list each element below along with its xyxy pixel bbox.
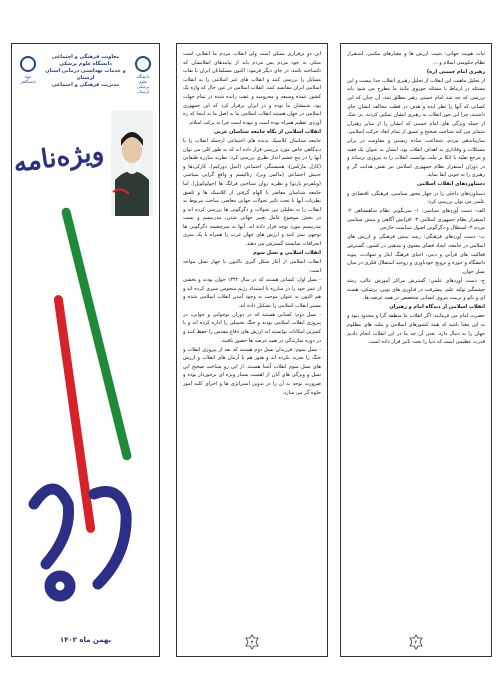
paragraph: انقلاب اسلامی از آغاز شکل گیری تاکنون با چهار نسل مواجه است: — [183, 259, 321, 274]
cover-header — [16, 48, 155, 108]
section-heading: انقلاب اسلامی از نگاه جامعه شناسان غربی — [213, 128, 321, 135]
paragraph: - نسل اول: کسانی هستند که در سال ۱۳۴۲ جوان بودند و بخشی از عمر خود را در مبارزه با استبداد رژیم منحوس سپری کرده اند و هم اکنون به عنوان موجب به وجود آمدن انقلاب اسلامی شده و مسیر انقلاب اسلامی را تشکیل داده اند. — [183, 276, 321, 309]
jahad-logo — [18, 54, 38, 94]
paragraph: ثبات هویت جهانی: تثبیت ارزش ها و معیارهای مکتبی، استقرار نظام حکومتی اسلام و ... — [347, 51, 485, 66]
anniversary-number — [16, 464, 156, 614]
paragraph: ب- دست آوردهای فرهنگی: رشد بینش فرهنگی و ارزش های اسلامی در جامعه، ایجاد فضای معنوی و مذهبی در کشور، گسترش فعالیت های قرآنی و دینی، احیای فرهنگ ایثار و شهادت، پیوند دانشگاه و حوزه و ترویج خودباوری و روحیه استقلال فکری در میان نسل جوان. — [347, 234, 485, 275]
org-line: معاونت فرهنگی و اجتماعی دانشگاه علوم پزشکی — [51, 54, 120, 67]
leader-portrait-icon — [111, 110, 153, 216]
section-heading: انقلاب اسلامی از دیدگاه امام و رهبران — [389, 304, 485, 311]
org-line: و خدمات بهداشتی درمانی استان لرستان — [45, 68, 126, 81]
paragraph: دستاوردهای داخلی را در چهار محور سیاسی، فرهنگی، اقتصادی و علمی می توان بررسی کرد: — [347, 190, 485, 206]
article-page-4 — [340, 43, 492, 657]
section-heading: دستاوردهای انقلاب اسلامی — [417, 181, 485, 188]
jahad-logo-icon — [20, 56, 36, 72]
university-logo — [133, 54, 153, 94]
article-column — [347, 50, 485, 628]
page-number: ۳ — [250, 640, 254, 646]
university-emblem-icon — [135, 56, 151, 72]
article-column — [183, 50, 321, 628]
paragraph: ج- دست آوردهای علمی: گسترش مراکز آموزش عالی، رشد چشمگیر تولید علم، پیشرفت در فناوری های نوین، پزشکی، هسته ای و نانو و تربیت نیروی انسانی متخصص در همه عرصه ها. — [347, 277, 485, 302]
section-heading: رهبری امام خمینی (ره) — [426, 68, 485, 75]
paragraph: الف- دست آوردهای سیاسی: ۱- سرنگونی نظام شاهنشاهی ۲- استقرار نظام جمهوری اسلامی ۳- افزایش آگاهی و بینش سیاسی مردم ۴- استقلال و دگرگونی اصول سیاست خارجی — [347, 208, 485, 232]
paragraph: - نسل سوم: فرزندان نسل دوم هستند که بعد از پیروزی انقلاب و جنگ را تجربه نکرده اند و هنوز هم با آرمان های انقلاب و ارزش های نسل سوم انقلاب آشنا هستند. از این رو شناخت صحیح این نسل و ویژگی های آنان از اهمیت بسیار ویژه ای برخوردار بوده و ضرورت توجه به آن را در تدوین استراتژی ها و اجرای کلیه امور جلوه گر می سازد. — [183, 346, 321, 396]
jahad-logo-text: جهاد دانشگاهی — [19, 74, 37, 84]
university-logo-text: دانشگاه علوم پزشکی لرستان — [136, 74, 150, 94]
org-line: مدیریت فرهنگی و اجتماعی — [51, 82, 120, 88]
paragraph: - نسل دوم: کسانی هستند که در دوران نوجوانی و جوانی، در پیروزی انقلاب اسلامی بودند و جنگ تحمیلی را اداره کرده اند و با کمترین امکانات توانسته اند ارزش های دفاع مقدس را حفظ کنند و در دوره سازندگی در همه عرصه ها حضور یافتند. — [183, 311, 321, 344]
page-number: ۴ — [414, 640, 418, 646]
cover-page — [11, 43, 160, 657]
page-number-badge — [244, 634, 260, 650]
paragraph: حضرت امام می فرمایند: اگر انقلاب ما منطقه گرا و محدود نبود و به این معنا باشد که همه کشورهای اسلامی و ملت های مظلوم جهان را به دنبال دارد، یعنی آن چه ما در این انقلاب انجام دادیم قدرت عظیمی است که دنیا را تحت تاثیر قرار داده است. — [347, 313, 485, 346]
page-number-badge — [408, 634, 424, 650]
article-page-3 — [176, 43, 328, 657]
section-heading: انقلاب اسلامی و نسل سوم — [253, 250, 321, 257]
paragraph: از تحلیل ماهیت این انقلاب از تحلیل رهبری انقلاب جدا نیست و این مسئله در ارتباط با مسئله حوزوی مانند ما مطرح می شود باید بررسی که چه شد امام خمینی رهبر مطلق شد، آن چنان که این کسانی که آنها را نظر ایده و هدف در قطب مخالف ایشان جای داشتند، چرا این جور انقلاب به رهبری ایشان تمکین کردند. بی شک از جمله ویژگی های امام خمینی که ایشان را از سایر رهبران متمایز می کند شناخت صحیح و عمیق از تمام ابعاد حرکت اسلامی، سازماندهی مردم، شجاعت، ساده زیستی و مقاومت در برابر مشکلات و وفاداری به اهداف انقلاب بود. ایشان به عنوان یک فقیه و مرجع تقلید با اتکا بر ملت توانست انقلاب را به پیروزی برساند و در دوران استقرار نظام جمهوری اسلامی نیز نقش هدایت گر و رهبری را به خوبی ایفا نماید. — [347, 77, 485, 179]
organization-title — [42, 54, 129, 89]
paragraph: جامعه شناسان کلاسیک پدیده های اجتماعی ازجمله انقلاب را با دیدگاهی خاص مورد بررسی قرار داده اند که به طور کلی می توان آنها را در پنج چشم انداز نظری بررسی کرد: نظریه مبارزه طبقاتی (کارل مارکس)، همبستگی اجتماعی (امیل دورکیم)، کارکردها و جنبش اجتماعی (ماکس وبر)، رئالیسم و واقع گرایی سیاسی (ویلفردو پارتو) و نظریه روان شناختی فرانگ ها (جولوکویل). اما جامعه شناسان معاصر با الهام گرفتن از کلاسیک ها و تلفیق نظریات آنها با تحت تاثیر تحولات جهانی معاصر، مباحث مربوط به انقلاب را به تحلیلی بین تحولات و دگرگونی ها بررسی کرده اند و در بخش موضوع عامل تغییر جهانی شدن، مدرنیسم و پست مدرنیسم مورد توجه قرار داده اند. آنها به سرچشمه دگرگونی ها توجهی نمی کنند و ارزش های جهان غرب را همراه با یک سری انحرافات شایسته گسترش می دهند. — [183, 137, 321, 248]
paragraph: این دو برقراری ممکن است ولی انقلاب مردم ما انقلابی است متکی به خود مردم پس مردم باید از پیامدهای انقلابشان که ناشناخته باشد، در جای دیگر فرمود: اکنون مسلمانان ایران با نقاب مسایل را بررسی کنند و انقلاب های غیر اسلامی را به انقلاب اسلامی ایران مقایسه کنند. انقلاب اسلامی در عین حال که واژه یک کشور عمده وسیعه و محرومیه و عقب رانده شده در تمام جهات بود، شمشان ما بوده و در ایران برقرار کرد که این جمهوری اسلامی در جهان هستند انقلاب اسلامی ما به اصل ما به اینجا که ره آوردی عظیم همراه بوده است و نبوده است چرا به برکت اسلام. — [183, 51, 321, 126]
cover-date: بهمن ماه ۱۴۰۲ — [59, 636, 112, 644]
cover-title: ویژه‌نامه — [11, 136, 106, 179]
